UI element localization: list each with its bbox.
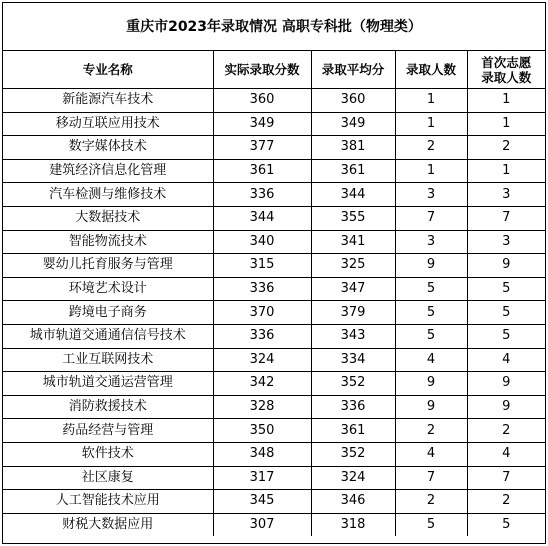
header-row (3, 51, 545, 89)
header-first-choice-line2: 录取人数 (481, 69, 532, 85)
cell-first-choice: 9 (467, 254, 545, 278)
cell-actual-score: 336 (213, 324, 311, 348)
cell-avg-score: 334 (311, 348, 395, 372)
cell-major: 建筑经济信息化管理 (3, 159, 213, 183)
table-row (3, 513, 545, 536)
table-row (3, 372, 545, 396)
cell-actual-score: 317 (213, 466, 311, 490)
cell-major: 人工智能技术应用 (3, 490, 213, 514)
table-row (3, 419, 545, 443)
cell-first-choice: 4 (467, 348, 545, 372)
cell-major: 大数据技术 (3, 206, 213, 230)
cell-avg-score: 318 (311, 513, 395, 536)
cell-actual-score: 348 (213, 442, 311, 466)
cell-first-choice: 1 (467, 89, 545, 113)
sheet-title: 重庆市2023年录取情况 高职专科批（物理类） (3, 3, 545, 51)
cell-avg-score: 336 (311, 395, 395, 419)
cell-first-choice: 4 (467, 442, 545, 466)
table-row (3, 230, 545, 254)
cell-major: 婴幼儿托育服务与管理 (3, 254, 213, 278)
cell-major: 跨境电子商务 (3, 301, 213, 325)
cell-actual-score: 336 (213, 183, 311, 207)
cell-admitted: 9 (395, 254, 467, 278)
cell-first-choice: 3 (467, 230, 545, 254)
cell-admitted: 1 (395, 112, 467, 136)
table-row (3, 254, 545, 278)
cell-actual-score: 307 (213, 513, 311, 536)
cell-actual-score: 328 (213, 395, 311, 419)
cell-admitted: 7 (395, 206, 467, 230)
table-row (3, 324, 545, 348)
cell-admitted: 2 (395, 136, 467, 160)
header-admitted: 录取人数 (395, 51, 467, 89)
cell-first-choice: 5 (467, 277, 545, 301)
cell-first-choice: 1 (467, 112, 545, 136)
cell-major: 城市轨道交通通信信号技术 (3, 324, 213, 348)
header-first-choice (467, 51, 545, 89)
cell-first-choice: 2 (467, 419, 545, 443)
cell-admitted: 2 (395, 490, 467, 514)
cell-first-choice: 3 (467, 183, 545, 207)
header-first-choice-line1: 首次志愿 (481, 54, 532, 70)
cell-avg-score: 346 (311, 490, 395, 514)
header-avg-score: 录取平均分 (311, 51, 395, 89)
cell-admitted: 4 (395, 442, 467, 466)
cell-actual-score: 360 (213, 89, 311, 113)
cell-avg-score: 324 (311, 466, 395, 490)
table-row (3, 112, 545, 136)
cell-avg-score: 349 (311, 112, 395, 136)
table-row (3, 159, 545, 183)
table-row (3, 183, 545, 207)
cell-first-choice: 1 (467, 159, 545, 183)
cell-avg-score: 381 (311, 136, 395, 160)
table-row (3, 206, 545, 230)
cell-actual-score: 349 (213, 112, 311, 136)
cell-actual-score: 324 (213, 348, 311, 372)
cell-avg-score: 379 (311, 301, 395, 325)
cell-major: 社区康复 (3, 466, 213, 490)
cell-major: 环境艺术设计 (3, 277, 213, 301)
cell-admitted: 3 (395, 230, 467, 254)
cell-actual-score: 342 (213, 372, 311, 396)
cell-major: 新能源汽车技术 (3, 89, 213, 113)
cell-actual-score: 377 (213, 136, 311, 160)
cell-major: 汽车检测与维修技术 (3, 183, 213, 207)
cell-avg-score: 360 (311, 89, 395, 113)
cell-actual-score: 345 (213, 490, 311, 514)
cell-actual-score: 344 (213, 206, 311, 230)
cell-major: 工业互联网技术 (3, 348, 213, 372)
admission-sheet (2, 2, 546, 544)
table-row (3, 466, 545, 490)
cell-first-choice: 5 (467, 513, 545, 536)
cell-admitted: 5 (395, 277, 467, 301)
cell-major: 智能物流技术 (3, 230, 213, 254)
cell-avg-score: 347 (311, 277, 395, 301)
cell-actual-score: 340 (213, 230, 311, 254)
cell-avg-score: 343 (311, 324, 395, 348)
cell-first-choice: 7 (467, 206, 545, 230)
table-row (3, 442, 545, 466)
cell-actual-score: 350 (213, 419, 311, 443)
cell-avg-score: 352 (311, 442, 395, 466)
cell-admitted: 5 (395, 324, 467, 348)
table-row (3, 348, 545, 372)
cell-major: 城市轨道交通运营管理 (3, 372, 213, 396)
header-major: 专业名称 (3, 51, 213, 89)
cell-admitted: 5 (395, 301, 467, 325)
cell-avg-score: 361 (311, 159, 395, 183)
cell-avg-score: 325 (311, 254, 395, 278)
cell-avg-score: 341 (311, 230, 395, 254)
cell-admitted: 9 (395, 372, 467, 396)
cell-admitted: 2 (395, 419, 467, 443)
cell-first-choice: 9 (467, 372, 545, 396)
cell-avg-score: 352 (311, 372, 395, 396)
cell-actual-score: 361 (213, 159, 311, 183)
cell-major: 软件技术 (3, 442, 213, 466)
cell-admitted: 1 (395, 89, 467, 113)
admission-table (3, 51, 545, 536)
cell-first-choice: 9 (467, 395, 545, 419)
cell-admitted: 9 (395, 395, 467, 419)
cell-admitted: 5 (395, 513, 467, 536)
cell-major: 药品经营与管理 (3, 419, 213, 443)
table-row (3, 89, 545, 113)
cell-first-choice: 2 (467, 136, 545, 160)
table-row (3, 490, 545, 514)
header-actual-score: 实际录取分数 (213, 51, 311, 89)
cell-actual-score: 315 (213, 254, 311, 278)
cell-avg-score: 361 (311, 419, 395, 443)
table-row (3, 301, 545, 325)
cell-admitted: 7 (395, 466, 467, 490)
cell-major: 消防救援技术 (3, 395, 213, 419)
cell-first-choice: 5 (467, 301, 545, 325)
cell-actual-score: 370 (213, 301, 311, 325)
cell-avg-score: 355 (311, 206, 395, 230)
cell-actual-score: 336 (213, 277, 311, 301)
cell-admitted: 4 (395, 348, 467, 372)
cell-admitted: 3 (395, 183, 467, 207)
table-row (3, 395, 545, 419)
table-row (3, 277, 545, 301)
cell-first-choice: 5 (467, 324, 545, 348)
table-body (3, 89, 545, 537)
cell-admitted: 1 (395, 159, 467, 183)
cell-avg-score: 344 (311, 183, 395, 207)
cell-first-choice: 2 (467, 490, 545, 514)
cell-first-choice: 7 (467, 466, 545, 490)
cell-major: 财税大数据应用 (3, 513, 213, 536)
cell-major: 数字媒体技术 (3, 136, 213, 160)
cell-major: 移动互联应用技术 (3, 112, 213, 136)
table-row (3, 136, 545, 160)
